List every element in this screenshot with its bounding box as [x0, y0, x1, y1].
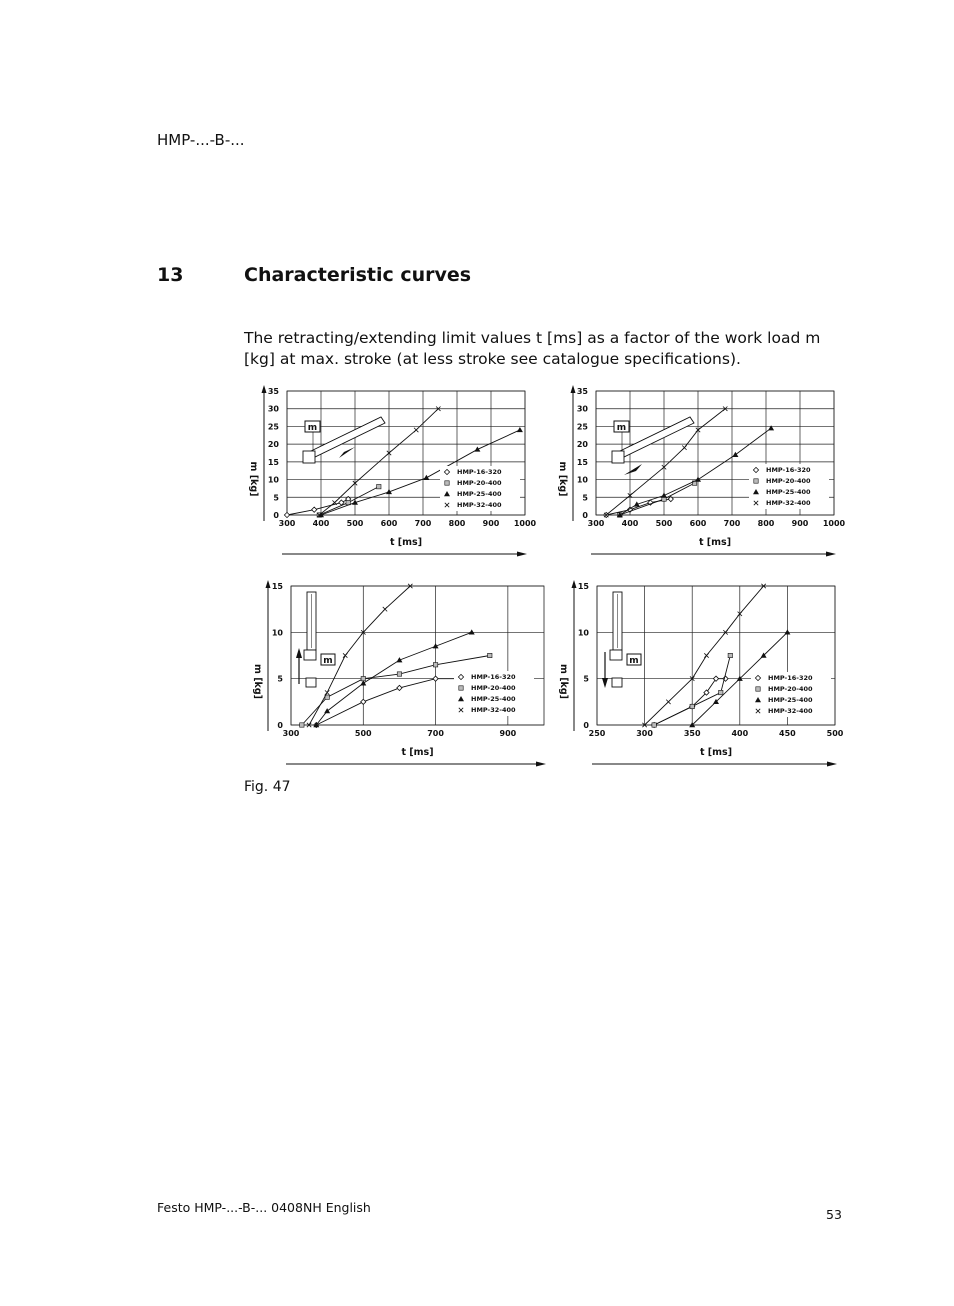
- data-point: [300, 723, 304, 727]
- data-point: [474, 446, 480, 451]
- x-tick-label: 400: [731, 729, 749, 738]
- y-tick-label: 15: [267, 457, 279, 467]
- x-tick-label: 300: [636, 729, 653, 738]
- legend-marker: [756, 687, 760, 691]
- legend-label: HMP-16-320: [471, 673, 516, 681]
- x-tick-label: 700: [427, 729, 444, 738]
- x-tick-label: 250: [588, 729, 606, 738]
- document-header: HMP-...-B-...: [157, 131, 245, 149]
- legend-label: HMP-16-320: [766, 466, 811, 474]
- svg-text:m: m: [323, 656, 333, 666]
- data-point: [343, 653, 347, 657]
- svg-text:m: m: [629, 656, 639, 666]
- y-axis-arrowhead: [571, 385, 576, 393]
- y-tick-label: 10: [267, 475, 279, 485]
- x-axis-arrowhead: [826, 552, 836, 557]
- data-point: [325, 690, 329, 694]
- y-tick-label: 15: [271, 582, 283, 591]
- data-point: [397, 672, 401, 676]
- y-tick-label: 5: [583, 674, 589, 684]
- x-tick-label: 450: [779, 729, 796, 738]
- x-tick-label: 1000: [513, 519, 537, 528]
- figure-caption: Fig. 47: [244, 779, 291, 795]
- y-axis-arrowhead: [266, 580, 271, 588]
- y-axis-label: m [kg]: [252, 663, 263, 700]
- x-axis-label: t [ms]: [389, 537, 423, 548]
- x-axis-arrowhead: [517, 552, 527, 557]
- data-point: [768, 425, 774, 430]
- svg-text:m: m: [616, 423, 627, 433]
- x-tick-label: 800: [757, 519, 775, 528]
- y-tick-label: 0: [582, 511, 588, 520]
- y-tick-label: 0: [273, 511, 279, 520]
- legend-label: HMP-32-400: [457, 501, 502, 509]
- chart-horizontal-retracting: [238, 383, 538, 563]
- x-tick-label: 300: [278, 519, 296, 528]
- data-point: [517, 427, 523, 432]
- data-point: [469, 629, 475, 634]
- x-tick-label: 500: [354, 729, 372, 738]
- x-axis-arrowhead: [827, 762, 837, 767]
- data-point: [433, 676, 438, 681]
- data-point: [652, 723, 656, 727]
- legend-label: HMP-25-400: [768, 696, 813, 704]
- y-tick-label: 35: [576, 387, 588, 396]
- data-point: [704, 653, 708, 657]
- data-point: [728, 653, 732, 657]
- x-tick-label: 400: [621, 519, 639, 528]
- y-axis-arrowhead: [572, 580, 577, 588]
- y-tick-label: 0: [583, 721, 589, 730]
- y-tick-label: 15: [577, 582, 589, 591]
- y-tick-label: 30: [576, 404, 588, 414]
- legend-label: HMP-25-400: [766, 488, 811, 496]
- legend-label: HMP-32-400: [766, 499, 811, 507]
- intro-paragraph: The retracting/extending limit values t [ms] as a factor of the work load m [kg] at max. stroke (at less stroke see catalogue specifications).: [244, 329, 821, 368]
- data-point: [784, 629, 790, 634]
- y-axis-label: m [kg]: [558, 663, 569, 700]
- actuator-illustration: [612, 417, 694, 475]
- x-tick-label: 900: [791, 519, 809, 528]
- x-axis-label: t [ms]: [401, 747, 434, 758]
- chart-vertical-upward: [238, 578, 548, 768]
- footer-document-info: Festo HMP-...-B-... 0408NH English: [157, 1200, 371, 1215]
- page-number: 53: [826, 1207, 842, 1222]
- x-tick-label: 700: [723, 519, 741, 528]
- data-point: [312, 507, 317, 512]
- x-tick-label: 900: [482, 519, 500, 528]
- legend-label: HMP-20-400: [471, 684, 516, 692]
- y-tick-label: 5: [582, 493, 588, 503]
- x-tick-label: 300: [282, 729, 300, 738]
- y-tick-label: 0: [277, 721, 283, 730]
- x-axis-label: t [ms]: [699, 747, 733, 758]
- legend-label: HMP-20-400: [457, 479, 502, 487]
- data-point: [732, 452, 738, 457]
- data-point: [719, 690, 723, 694]
- data-point: [488, 653, 492, 657]
- y-tick-label: 10: [271, 628, 283, 638]
- legend-label: HMP-20-400: [768, 685, 813, 693]
- legend-label: HMP-32-400: [768, 707, 813, 715]
- y-axis-arrowhead: [262, 385, 267, 393]
- x-axis-arrowhead: [536, 762, 546, 767]
- y-tick-label: 10: [576, 475, 588, 485]
- x-tick-label: 700: [414, 519, 432, 528]
- data-point: [377, 484, 381, 488]
- y-tick-label: 25: [267, 422, 279, 432]
- y-tick-label: 15: [576, 457, 588, 467]
- section-number: 13: [157, 264, 184, 286]
- x-tick-label: 600: [380, 519, 398, 528]
- legend-marker: [754, 479, 758, 483]
- legend-label: HMP-25-400: [457, 490, 502, 498]
- data-point: [361, 676, 365, 680]
- data-point: [695, 477, 701, 482]
- y-tick-label: 35: [267, 387, 279, 396]
- y-tick-label: 5: [277, 674, 283, 684]
- legend-label: HMP-16-320: [457, 468, 502, 476]
- data-point: [324, 708, 330, 713]
- data-point: [397, 685, 402, 690]
- x-tick-label: 1000: [822, 519, 846, 528]
- data-point: [682, 445, 686, 449]
- y-axis-label: m [kg]: [248, 461, 259, 497]
- y-tick-label: 25: [576, 422, 588, 432]
- chart-horizontal-extending: [547, 383, 847, 563]
- y-tick-label: 20: [267, 440, 279, 450]
- chart-vertical-downward: [547, 578, 847, 768]
- x-tick-label: 350: [683, 729, 701, 738]
- legend-marker: [459, 686, 463, 690]
- x-tick-label: 900: [499, 729, 517, 738]
- legend-label: HMP-20-400: [766, 477, 811, 485]
- y-tick-label: 10: [577, 628, 589, 638]
- legend-marker: [445, 481, 449, 485]
- x-tick-label: 600: [689, 519, 707, 528]
- data-point: [383, 607, 387, 611]
- data-point: [414, 428, 418, 432]
- data-point: [284, 512, 289, 517]
- x-axis-label: t [ms]: [698, 537, 732, 548]
- y-tick-label: 5: [273, 493, 279, 503]
- y-tick-label: 30: [267, 404, 279, 414]
- data-point: [361, 699, 366, 704]
- x-tick-label: 500: [826, 729, 844, 738]
- data-point: [433, 663, 437, 667]
- svg-text:m: m: [307, 423, 318, 433]
- actuator-illustration: [602, 592, 641, 688]
- x-tick-label: 400: [312, 519, 330, 528]
- y-tick-label: 20: [576, 440, 588, 450]
- actuator-illustration: [296, 592, 335, 687]
- y-axis-label: m [kg]: [557, 461, 568, 497]
- legend-label: HMP-25-400: [471, 695, 516, 703]
- series-line: [645, 586, 764, 725]
- x-tick-label: 800: [448, 519, 466, 528]
- data-point: [423, 475, 429, 480]
- legend-label: HMP-16-320: [768, 674, 813, 682]
- data-point: [666, 700, 670, 704]
- x-tick-label: 500: [346, 519, 364, 528]
- x-tick-label: 500: [655, 519, 673, 528]
- data-point: [713, 676, 718, 681]
- actuator-illustration: [303, 417, 385, 463]
- data-point: [690, 704, 694, 708]
- legend-label: HMP-32-400: [471, 706, 516, 714]
- section-title: Characteristic curves: [244, 264, 472, 286]
- x-tick-label: 300: [587, 519, 605, 528]
- data-point: [661, 493, 667, 498]
